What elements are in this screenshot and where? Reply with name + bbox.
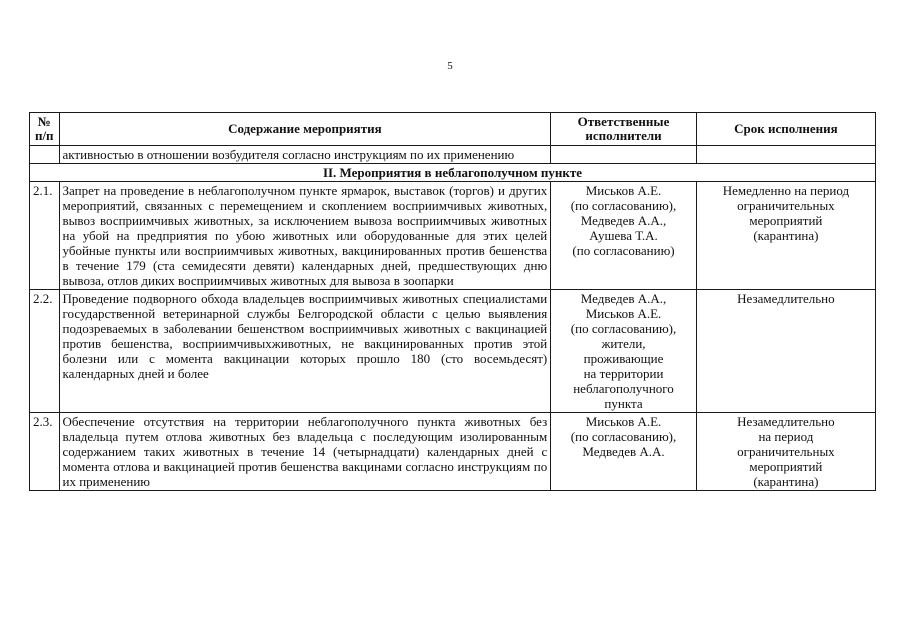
cell-responsible: Миськов А.Е. (по согласованию), Медведев А.А. xyxy=(551,413,697,491)
cell-number: 2.3. xyxy=(30,413,60,491)
cell-responsible: Медведев А.А., Миськов А.Е. (по согласованию), жители, проживающие на территории неблагополучного пункта xyxy=(551,290,697,413)
cell-content: Обеспечение отсутствия на территории неблагополучного пункта животных без владельца путем отлова животных без владельца с последующим изолированным содержанием таких животных в течение 14 (четырнадцати) календарных дней с момента отлова и вакцинацией против бешенства вакцинами согласно инструкциям по их применению xyxy=(59,413,551,491)
header-number: № п/п xyxy=(30,113,60,146)
cell-number: 2.2. xyxy=(30,290,60,413)
section-row xyxy=(30,164,876,182)
cell-content: активностью в отношении возбудителя согласно инструкциям по их применению xyxy=(59,146,551,164)
cell-term xyxy=(696,146,875,164)
table-row xyxy=(30,413,876,491)
table-row-continuation xyxy=(30,146,876,164)
header-responsible: Ответственные исполнители xyxy=(551,113,697,146)
cell-content: Запрет на проведение в неблагополучном пункте ярмарок, выставок (торгов) и других мероприятий, связанных с перемещением и скоплением восприимчивых животных, вывоз восприимчивых животных, за исключением вывоза восприимчивых животных на убой на предприятия по убою животных или оборудованные для этих целей убойные пункты или восприимчивых животных, вакцинированных против бешенства в течение 179 (ста семидесяти девяти) календарных дней, предшествующих дню вывоза, отлов диких восприимчивых животных для вывоза в зоопарки xyxy=(59,182,551,290)
cell-term: Немедленно на период ограничительных мероприятий (карантина) xyxy=(696,182,875,290)
cell-content: Проведение подворного обхода владельцев восприимчивых животных специалистами государственной ветеринарной службы Белгородской области с целью выявления подозреваемых в заболевании бешенством восприимчивых животных с вакцинацией против бешенства, восприимчивыхживотных, не вакцинированных против этой болезни или с момента вакцинации которых прошло 180 (сто восемьдесят) календарных дней и более xyxy=(59,290,551,413)
cell-number: 2.1. xyxy=(30,182,60,290)
section-title: II. Мероприятия в неблагополучном пункте xyxy=(30,164,876,182)
cell-responsible: Миськов А.Е. (по согласованию), Медведев А.А., Аушева Т.А. (по согласованию) xyxy=(551,182,697,290)
header-content: Содержание мероприятия xyxy=(59,113,551,146)
header-term: Срок исполнения xyxy=(696,113,875,146)
measures-table xyxy=(29,112,876,491)
cell-term: Незамедлительно xyxy=(696,290,875,413)
cell-responsible xyxy=(551,146,697,164)
table-row xyxy=(30,182,876,290)
page-number: 5 xyxy=(447,60,453,72)
cell-term: Незамедлительно на период ограничительных мероприятий (карантина) xyxy=(696,413,875,491)
table-header-row xyxy=(30,113,876,146)
cell-number xyxy=(30,146,60,164)
table-row xyxy=(30,290,876,413)
